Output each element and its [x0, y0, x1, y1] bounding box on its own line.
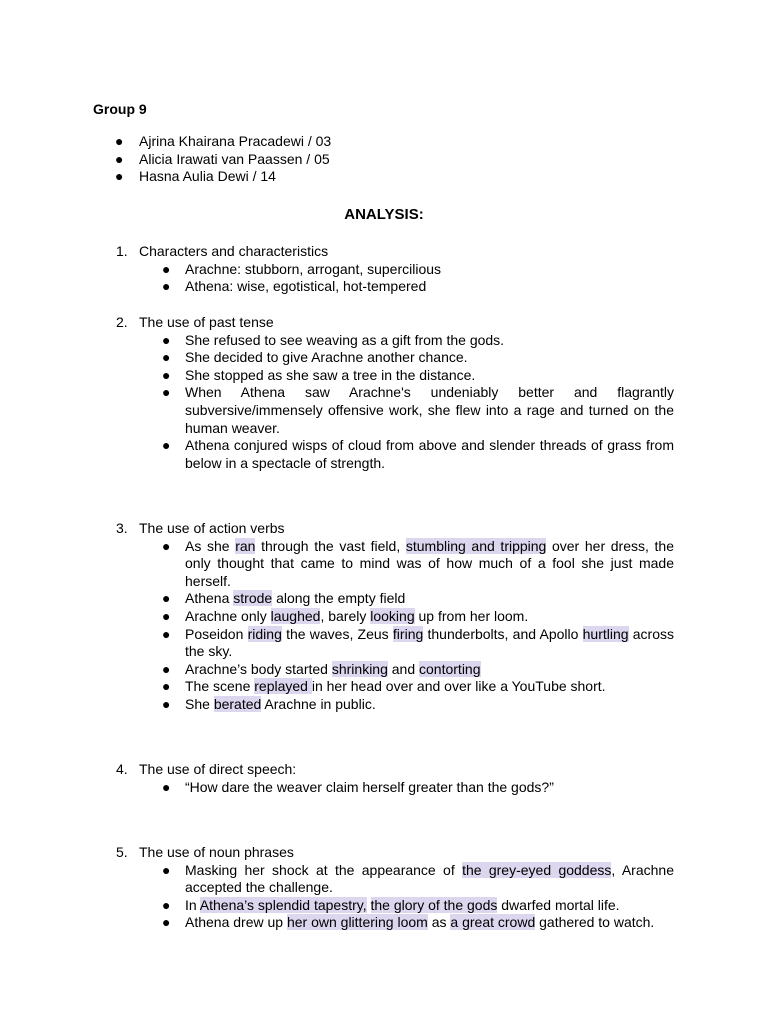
- highlighted-phrase: riding: [247, 625, 282, 642]
- bullet-icon: ●: [162, 278, 171, 295]
- text-segment: She refused to see weaving as a gift from the gods.: [185, 331, 505, 348]
- text-segment: Masking her shock at the appearance of: [185, 861, 463, 878]
- bullet-item: [93, 678, 674, 696]
- bullet-icon: ●: [162, 861, 171, 878]
- highlighted-phrase: strode: [233, 590, 273, 607]
- section-title: The use of noun phrases: [139, 844, 294, 860]
- highlighted-phrase: her own glittering loom: [286, 914, 428, 931]
- bullet-item: [93, 608, 674, 626]
- bullet-item: [93, 349, 674, 367]
- text-segment: Arachne in public.: [261, 695, 376, 712]
- text-segment: The scene: [185, 678, 255, 695]
- highlighted-phrase: shrinking: [331, 660, 388, 677]
- text-segment: gathered to watch.: [535, 914, 655, 931]
- analysis-heading: ANALYSIS:: [344, 206, 424, 223]
- section-heading: [93, 520, 674, 538]
- bullet-icon: ●: [162, 590, 171, 607]
- bullet-icon: ●: [162, 349, 171, 366]
- section-heading: [93, 761, 674, 779]
- bullet-item: [93, 626, 674, 661]
- text-segment: up from her loom.: [414, 607, 529, 624]
- bullet-item: [93, 332, 674, 350]
- bullet-icon: ●: [162, 607, 171, 624]
- text-segment: as: [427, 914, 451, 931]
- bullet-icon: ●: [115, 133, 124, 149]
- bullet-icon: ●: [162, 625, 171, 642]
- highlighted-phrase: Athena’s splendid tapestry,: [199, 896, 367, 913]
- bullet-item: [93, 897, 674, 915]
- section-number: 2.: [116, 314, 128, 330]
- section-4: [93, 761, 674, 796]
- text-segment: In: [185, 896, 200, 913]
- text-segment: Arachne only: [185, 607, 271, 624]
- member-item: [93, 151, 693, 169]
- member-name: Ajrina Khairana Pracadewi / 03: [139, 133, 332, 149]
- text-segment: in her head over and over like a YouTube short.: [311, 678, 606, 695]
- text-segment: Athena: wise, egotistical, hot-tempered: [185, 278, 427, 295]
- bullet-item: [93, 779, 674, 797]
- section-title: The use of past tense: [139, 314, 274, 330]
- bullet-item: [93, 384, 674, 437]
- bullet-icon: ●: [115, 168, 124, 185]
- highlighted-phrase: ran: [235, 537, 256, 554]
- section-1: [93, 243, 674, 296]
- member-name: Alicia Irawati van Paassen / 05: [139, 150, 330, 167]
- section-5: [93, 844, 674, 932]
- bullet-icon: ●: [162, 384, 171, 401]
- section-number: 5.: [116, 844, 128, 860]
- bullet-icon: ●: [162, 331, 171, 348]
- section-2: [93, 314, 674, 472]
- bullet-icon: ●: [162, 537, 171, 554]
- highlighted-phrase: stumbling and tripping: [405, 537, 547, 554]
- section-heading: [93, 243, 674, 261]
- bullet-item: [93, 278, 674, 296]
- bullet-icon: ●: [162, 695, 171, 712]
- bullet-item: [93, 661, 674, 679]
- text-segment: along the empty field: [272, 590, 406, 607]
- member-name: Hasna Aulia Dewi / 14: [139, 168, 276, 185]
- text-segment: Poseidon: [185, 625, 248, 642]
- highlighted-phrase: the glory of the gods: [370, 896, 498, 913]
- text-segment: She decided to give Arachne another chance.: [185, 349, 468, 366]
- text-segment: over her dress, the only thought that came to mind was of how much of a fool she just made herself.: [185, 537, 674, 589]
- text-segment: When Athena saw Arachne's undeniably better and flagrantly subversive/immensely offensive work, she flew into a rage and turned on the human weaver.: [185, 384, 674, 436]
- section-3: [93, 520, 674, 714]
- highlighted-phrase: laughed: [270, 607, 321, 624]
- text-segment: “How dare the weaver claim herself greater than the gods?”: [185, 778, 554, 795]
- bullet-icon: ●: [115, 150, 124, 167]
- highlighted-phrase: berated: [213, 695, 262, 712]
- bullet-icon: ●: [162, 660, 171, 677]
- section-heading: [93, 844, 674, 862]
- text-segment: Athena conjured wisps of cloud from above and slender threads of grass from below in a spectacle of strength.: [185, 437, 674, 471]
- text-segment: She: [185, 695, 214, 712]
- text-segment: Arachne: stubborn, arrogant, supercilious: [185, 260, 442, 277]
- section-title: Characters and characteristics: [139, 243, 329, 259]
- bullet-icon: ●: [162, 437, 171, 454]
- section-number: 3.: [116, 520, 128, 536]
- bullet-item: [93, 862, 674, 897]
- text-segment: the waves, Zeus: [281, 625, 393, 642]
- text-segment: As she: [185, 537, 236, 554]
- bullet-item: [93, 538, 674, 591]
- bullet-icon: ●: [162, 260, 171, 277]
- bullet-icon: ●: [162, 914, 171, 931]
- text-segment: across the sky.: [185, 625, 675, 660]
- text-segment: thunderbolts, and Apollo: [423, 625, 583, 642]
- bullet-icon: ●: [162, 366, 171, 383]
- text-segment: Athena drew up: [185, 914, 287, 931]
- group-title: Group 9: [93, 101, 147, 117]
- member-item: [93, 133, 693, 151]
- highlighted-phrase: contorting: [419, 660, 481, 677]
- bullet-item: [93, 261, 674, 279]
- highlighted-phrase: replayed: [254, 678, 312, 695]
- text-segment: dwarfed mortal life.: [497, 896, 620, 913]
- highlighted-phrase: a great crowd: [450, 914, 536, 931]
- highlighted-phrase: the grey-eyed goddess: [462, 861, 612, 878]
- text-segment: Athena: [185, 590, 234, 607]
- bullet-item: [93, 367, 674, 385]
- bullet-icon: ●: [162, 778, 171, 795]
- text-segment: [367, 897, 371, 913]
- bullet-icon: ●: [162, 678, 171, 695]
- section-number: 4.: [116, 761, 128, 777]
- bullet-item: [93, 590, 674, 608]
- section-heading: [93, 314, 674, 332]
- highlighted-phrase: hurtling: [582, 625, 629, 642]
- highlighted-phrase: looking: [370, 607, 415, 624]
- bullet-item: [93, 696, 674, 714]
- section-number: 1.: [116, 243, 128, 259]
- text-segment: and: [387, 660, 420, 677]
- member-list: [93, 133, 693, 186]
- section-title: The use of direct speech:: [139, 761, 297, 777]
- bullet-item: [93, 437, 674, 472]
- text-segment: She stopped as she saw a tree in the distance.: [185, 366, 476, 383]
- member-item: [93, 168, 693, 186]
- bullet-icon: ●: [162, 896, 171, 913]
- bullet-item: [93, 914, 674, 932]
- text-segment: , barely: [320, 607, 371, 624]
- highlighted-phrase: firing: [392, 625, 424, 642]
- text-segment: through the vast field,: [255, 537, 406, 554]
- text-segment: , Arachne accepted the challenge.: [185, 861, 674, 896]
- text-segment: Arachne’s body started: [185, 660, 332, 677]
- section-title: The use of action verbs: [139, 520, 285, 536]
